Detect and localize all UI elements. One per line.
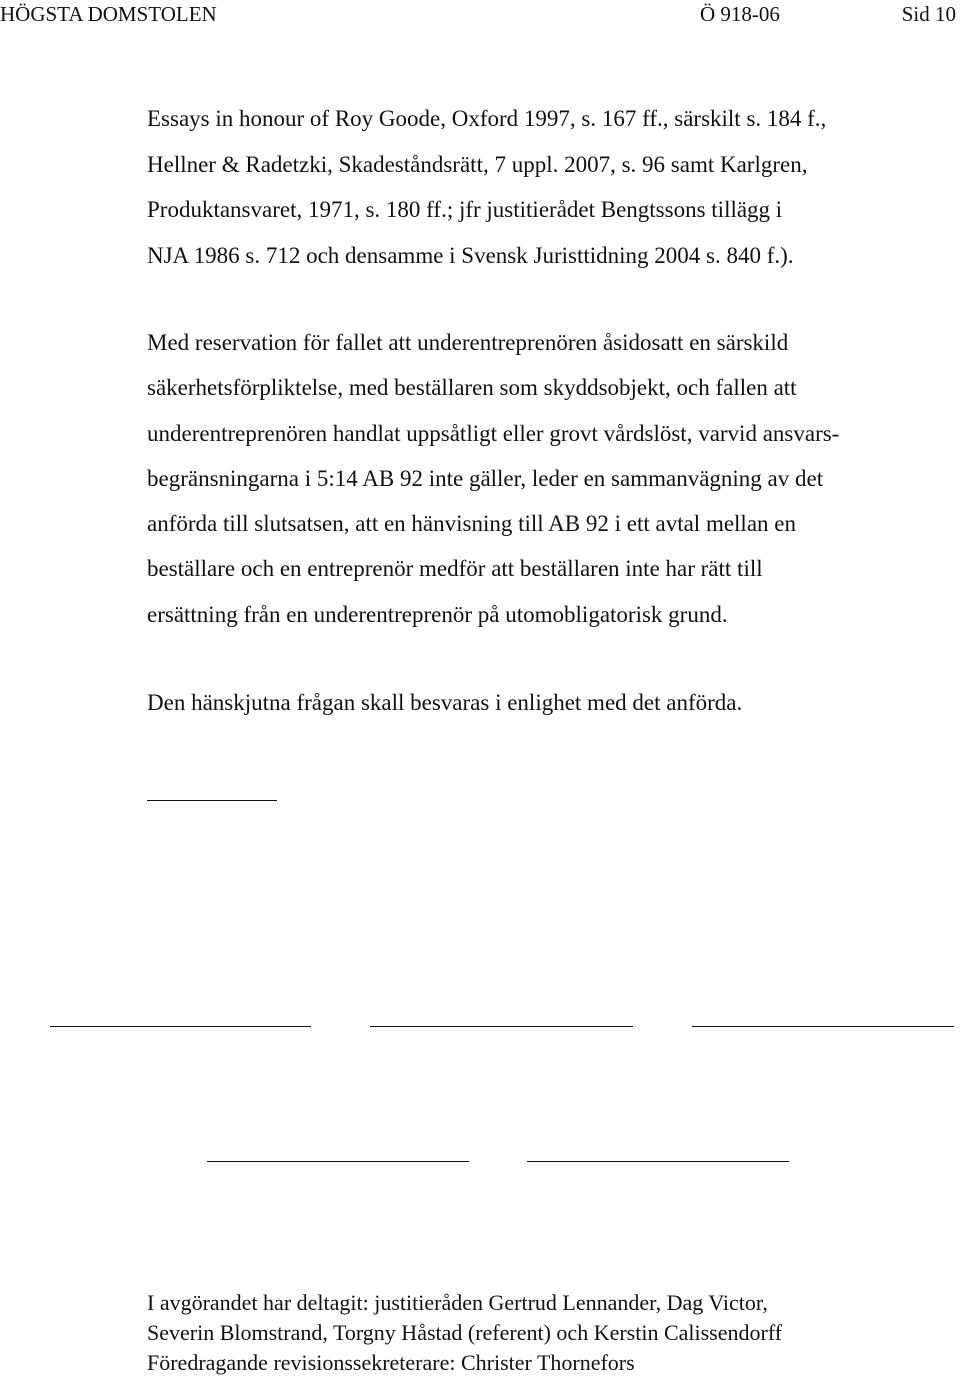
court-name: HÖGSTA DOMSTOLEN [0, 2, 217, 26]
end-rule [147, 800, 277, 801]
signature-line [207, 1161, 469, 1162]
text-line: begränsningarna i 5:14 AB 92 inte gäller, leder en sammanvägning av det [147, 465, 824, 491]
text-line: underentreprenören handlat uppsåtligt eller grovt vårdslöst, varvid ansvars- [147, 420, 840, 446]
text-line: säkerhetsförpliktelse, med beställaren som skyddsobjekt, och fallen att [147, 375, 797, 401]
page-number: Sid 10 [901, 2, 956, 26]
paragraph-conclusion [147, 320, 947, 637]
text-line: Föredragande revisionssekreterare: Christer Thornefors [147, 1350, 635, 1375]
signature-line [692, 1026, 954, 1027]
text-line: Produktansvaret, 1971, s. 180 ff.; jfr justitierådet Bengtssons tillägg i [147, 197, 783, 222]
text-line: anförda till slutsatsen, att en hänvisning till AB 92 i ett avtal mellan en [147, 511, 796, 537]
text-line: Hellner & Radetzki, Skadeståndsrätt, 7 uppl. 2007, s. 96 samt Karlgren, [147, 151, 808, 177]
signature-line [50, 1026, 311, 1027]
text-line: Severin Blomstrand, Torgny Håstad (referent) och Kerstin Calissendorff [147, 1320, 783, 1345]
page-header [0, 0, 960, 30]
text-line: ersättning från en underentreprenör på utomobligatorisk grund. [147, 601, 728, 627]
text-line: I avgörandet har deltagit: justitieråden Gertrud Lennander, Dag Victor, [147, 1290, 768, 1315]
case-number: Ö 918-06 [700, 2, 780, 26]
text-line: beställare och en entreprenör medför att beställaren inte har rätt till [147, 556, 763, 582]
text-line: Essays in honour of Roy Goode, Oxford 1997, s. 167 ff., särskilt s. 184 f., [147, 106, 827, 131]
signature-line [370, 1026, 633, 1027]
text-line: Den hänskjutna frågan skall besvaras i enlighet med det anförda. [147, 690, 743, 715]
paragraph-references [147, 96, 947, 278]
text-line: Med reservation för fallet att underentreprenören åsidosatt en särskild [147, 330, 789, 355]
text-line: NJA 1986 s. 712 och densamme i Svensk Juristtidning 2004 s. 840 f.). [147, 242, 794, 268]
signature-line [527, 1161, 789, 1162]
paragraph-ruling [147, 680, 947, 725]
participants-note [147, 1288, 782, 1378]
